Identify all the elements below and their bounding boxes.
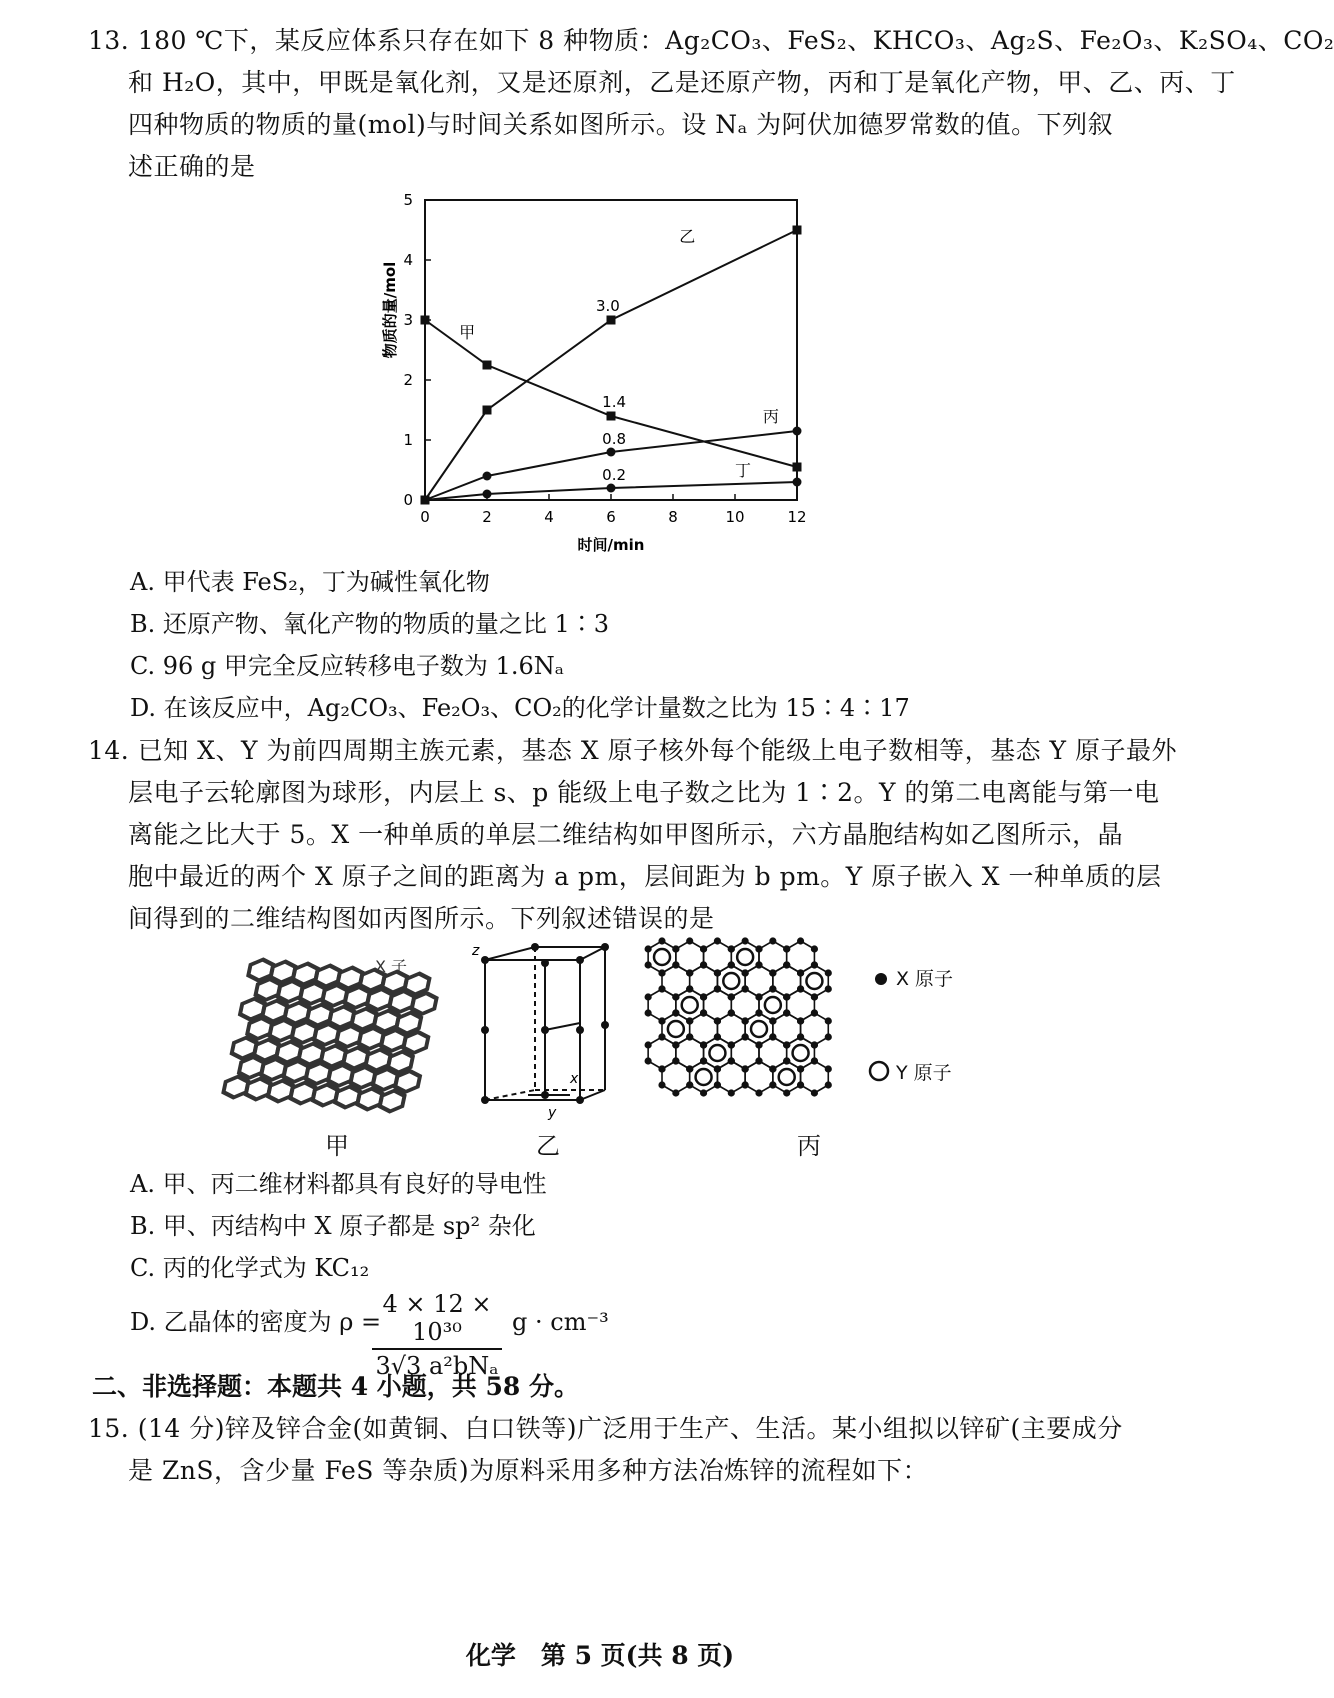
q14-option-b: B. 甲、丙结构中 X 原子都是 sp² 杂化 [130,1212,536,1240]
y-tick-label: 0 [403,491,413,509]
q14-option-d-fraction [372,1290,502,1380]
point-丁 [607,484,616,493]
value-annotation: 0.8 [602,430,627,449]
series-label-丙: 丙 [762,407,779,426]
q13-option-a: A. 甲代表 FeS₂，丁为碱性氧化物 [130,568,490,596]
legend-y-label: Y 原子 [896,1062,952,1084]
x-atom [755,1057,762,1064]
q14-option-c: C. 丙的化学式为 KC₁₂ [130,1254,370,1282]
x-atom [700,945,707,952]
hexagon-ring [402,1032,429,1053]
figure-jia-graphene-sheet [235,950,455,1130]
x-atom [714,1033,721,1040]
y-atom [723,973,739,989]
x-atom [742,1017,749,1024]
x-atom [686,1033,693,1040]
x-atom [686,1017,693,1024]
x-atom [645,945,652,952]
x-atom [811,945,818,952]
q14-line-2: 层电子云轮廓图为球形，内层上 s、p 能级上电子数之比为 1∶2。Y 的第二电离能与第一电 [128,778,1160,807]
x-atom [672,1057,679,1064]
fig-label-bing: 丙 [797,1132,821,1160]
x-tick-label: 0 [420,508,430,526]
series-label-丁: 丁 [735,461,752,480]
q13-option-c: C. 96 g 甲完全反应转移电子数为 1.6Nₐ [130,652,564,680]
point-丁 [483,490,492,499]
x-atom [825,969,832,976]
q14-line-5: 间得到的二维结构图如丙图所示。下列叙述错误的是 [128,904,715,933]
fig-jia-x-label: X 子 [375,957,408,976]
x-atom [755,1009,762,1016]
x-atom [645,1057,652,1064]
y-tick-label: 3 [403,311,413,329]
legend-y-ring-icon [866,1058,892,1084]
axis-y-label: y [548,1105,557,1121]
page-footer: 化学 第 5 页(共 8 页) [465,1641,735,1670]
x-atom [714,937,721,944]
q14-line-1: 14. 已知 X、Y 为前四周期主族元素，基态 X 原子核外每个能级上电子数相等，基态 Y 原子最外 [88,736,1177,765]
fraction-numerator: 4 × 12 × 10³⁰ [372,1290,502,1350]
x-atom [686,1081,693,1088]
q15-line-2: 是 ZnS，含少量 FeS 等杂质)为原料采用多种方法冶炼锌的流程如下： [128,1456,929,1485]
x-atom [742,1033,749,1040]
x-atom [658,1017,665,1024]
value-annotation: 1.4 [602,393,627,411]
x-atom [783,961,790,968]
x-atom [728,1009,735,1016]
q15-line-1: 15. (14 分)锌及锌合金(如黄铜、白口铁等)广泛用于生产、生活。某小组拟以锌矿(主要成分 [88,1414,1123,1443]
x-atom [797,1081,804,1088]
point-甲 [793,463,802,472]
mol-time-chart [370,185,850,565]
x-atom [811,1057,818,1064]
x-atom [769,1033,776,1040]
x-atom [742,985,749,992]
point-丁 [793,478,802,487]
x-atom [658,937,665,944]
axis-x-label: x [570,1071,579,1087]
y-tick-label: 4 [403,251,413,269]
y-atom [696,1069,712,1085]
y-tick-label: 2 [403,371,413,389]
q13-line-2: 和 H₂O，其中，甲既是氧化剂，又是还原剂，乙是还原产物，丙和丁是氧化产物，甲、乙、丙、丁 [128,68,1236,97]
x-atom [686,1065,693,1072]
q14-line-3: 离能之比大于 5。X 一种单质的单层二维结构如甲图所示，六方晶胞结构如乙图所示，晶 [128,820,1124,849]
x-atom [700,993,707,1000]
x-atom [797,969,804,976]
y-atom [751,1021,767,1037]
x-atom [811,1041,818,1048]
x-tick-label: 10 [725,508,745,526]
y-atom [765,997,781,1013]
x-tick-label: 4 [544,508,554,526]
x-atom [645,1041,652,1048]
x-atom [728,1041,735,1048]
y-atom [806,973,822,989]
y-tick-label: 1 [403,431,413,449]
point-丙 [607,448,616,457]
x-atom [769,937,776,944]
q13-line-4: 述正确的是 [128,152,256,181]
x-tick-label: 12 [787,508,807,526]
x-atom [783,1041,790,1048]
x-atom [825,1017,832,1024]
hexagon-ring [411,993,438,1014]
series-label-乙: 乙 [679,227,696,246]
x-atom [645,1009,652,1016]
y-atom [682,997,698,1013]
x-atom [672,945,679,952]
x-atom [797,1033,804,1040]
x-atom [811,1089,818,1096]
point-乙 [483,406,492,415]
x-atom [700,1009,707,1016]
x-atom [686,969,693,976]
x-atom [811,961,818,968]
x-atom [825,985,832,992]
x-atom [797,985,804,992]
y-atom [737,949,753,965]
x-atom [658,1065,665,1072]
x-atom [728,1057,735,1064]
series-label-甲: 甲 [459,323,476,342]
x-atom [700,1057,707,1064]
x-atom [645,961,652,968]
x-atom [783,945,790,952]
figure-bing-intercalated [640,935,860,1125]
x-tick-label: 2 [482,508,492,526]
x-atom [783,1009,790,1016]
x-atom [700,1041,707,1048]
x-atom [755,1041,762,1048]
x-atom [672,1009,679,1016]
x-atom [811,993,818,1000]
x-atom [728,1089,735,1096]
x-atom [742,969,749,976]
fraction-denominator: 3√3 a²bNₐ [375,1352,499,1380]
x-atom [797,937,804,944]
point-丙 [483,472,492,481]
x-atom [658,1033,665,1040]
x-atom [755,1089,762,1096]
x-atom [686,937,693,944]
x-atom [825,1033,832,1040]
x-atom [825,1081,832,1088]
fig-label-jia: 甲 [325,1132,349,1160]
q13-option-d: D. 在该反应中，Ag₂CO₃、Fe₂O₃、CO₂的化学计量数之比为 15∶4∶17 [130,694,910,722]
x-atom [714,1065,721,1072]
x-atom [797,1017,804,1024]
x-atom [672,993,679,1000]
x-atom [783,993,790,1000]
q13-line-3: 四种物质的物质的量(mol)与时间关系如图所示。设 Nₐ 为阿伏加德罗常数的值。下列叙 [128,110,1114,139]
hexagon-ring [379,1091,406,1112]
section-2-heading: 二、非选择题：本题共 4 小题，共 58 分。 [92,1372,580,1401]
x-atom [755,993,762,1000]
y-tick-label: 5 [403,191,413,209]
q14-option-d-unit: g · cm⁻³ [512,1308,609,1336]
fig-label-yi: 乙 [536,1132,560,1160]
x-atom [769,1017,776,1024]
x-atom [769,969,776,976]
legend-x-label: X 原子 [896,968,954,990]
point-乙 [793,226,802,235]
point-丁 [421,496,430,505]
x-atom [728,993,735,1000]
x-atom [672,1041,679,1048]
x-atom [714,969,721,976]
x-atom [769,985,776,992]
x-atom [658,985,665,992]
x-atom [714,985,721,992]
x-atom [769,1081,776,1088]
y-axis-label: 物质的量/mol [381,261,399,359]
x-atom [769,1065,776,1072]
x-atom [658,969,665,976]
series-line-乙 [425,230,797,500]
x-tick-label: 8 [668,508,678,526]
x-atom [672,1089,679,1096]
x-atom [742,1065,749,1072]
x-atom [783,1089,790,1096]
x-atom [714,1081,721,1088]
x-atom [645,993,652,1000]
axis-z-label: z [472,943,480,959]
x-atom [755,961,762,968]
x-atom [728,961,735,968]
hexagon-ring [394,1071,421,1092]
y-atom [793,1045,809,1061]
x-atom [700,1089,707,1096]
x-atom [811,1009,818,1016]
q13-option-b: B. 还原产物、氧化产物的物质的量之比 1∶3 [130,610,610,638]
x-atom [728,945,735,952]
point-甲 [483,361,492,370]
point-丙 [793,427,802,436]
value-annotation: 3.0 [595,297,620,315]
y-atom [654,949,670,965]
figure-yi-unit-cell [470,935,620,1125]
y-atom [709,1045,725,1061]
x-atom [714,1017,721,1024]
x-atom [672,961,679,968]
x-atom [742,1081,749,1088]
value-annotation: 0.2 [602,466,627,485]
x-axis-label: 时间/min [577,536,645,554]
x-atom [797,1065,804,1072]
x-tick-label: 6 [606,508,616,526]
y-atom [668,1021,684,1037]
x-atom [755,945,762,952]
point-甲 [607,412,616,421]
q14-option-a: A. 甲、丙二维材料都具有良好的导电性 [130,1170,547,1198]
x-atom [700,961,707,968]
q13-line-1: 13. 180 ℃下，某反应体系只存在如下 8 种物质：Ag₂CO₃、FeS₂、KHCO₃、Ag₂S、Fe₂O₃、K₂SO₄、CO₂ [88,26,1334,55]
y-atom [779,1069,795,1085]
x-atom [658,1081,665,1088]
x-atom [686,985,693,992]
point-乙 [607,316,616,325]
q14-option-d-prefix: D. 乙晶体的密度为 ρ = [130,1308,382,1336]
legend-x-dot-icon [870,968,892,990]
x-atom [783,1057,790,1064]
point-甲 [421,316,430,325]
q14-line-4: 胞中最近的两个 X 原子之间的距离为 a pm，层间距为 b pm。Y 原子嵌入 X 一种单质的层 [128,862,1162,891]
x-atom [825,1065,832,1072]
x-atom [742,937,749,944]
